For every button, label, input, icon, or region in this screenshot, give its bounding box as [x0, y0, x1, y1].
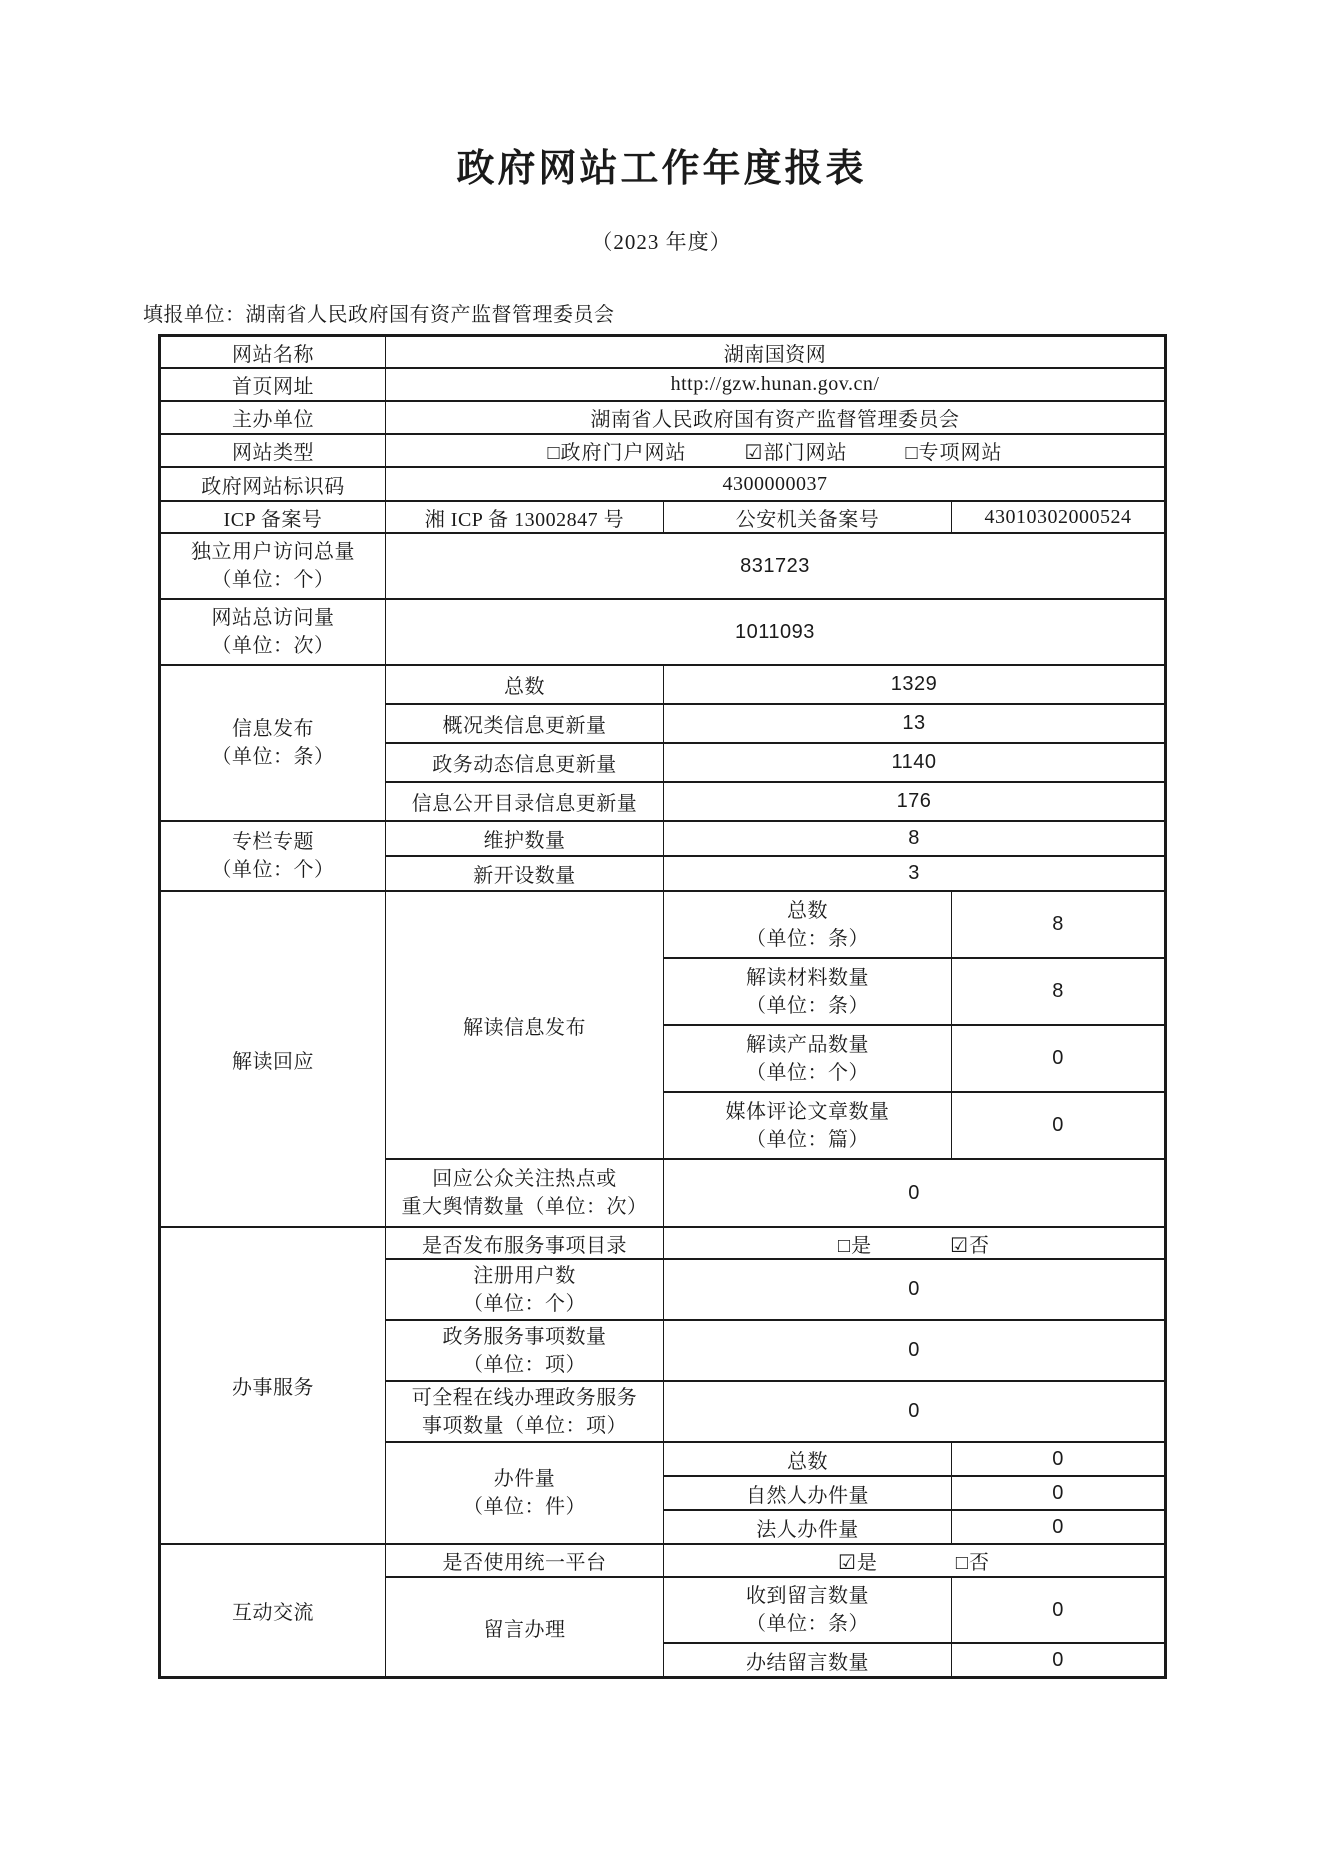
- handled-total-label: 总数: [664, 1442, 952, 1476]
- service-items-value: 0: [664, 1320, 1166, 1381]
- messages-received-value: 0: [952, 1577, 1166, 1643]
- icp-value: 湘 ICP 备 13002847 号: [386, 501, 664, 533]
- info-publish-group: 信息发布 （单位：条）: [160, 665, 386, 821]
- checkbox-option-catalog-yes: □是: [837, 1234, 873, 1257]
- handled-natural-label: 自然人办件量: [664, 1476, 952, 1510]
- info-publish-total-label: 总数: [386, 665, 664, 704]
- hotspot-response-value: 0: [664, 1159, 1166, 1227]
- interpretation-material-label: 解读材料数量 （单位：条）: [664, 958, 952, 1025]
- maintained-count-label: 维护数量: [386, 821, 664, 856]
- interpretation-product-value: 0: [952, 1025, 1166, 1092]
- interpretation-total-value: 8: [952, 891, 1166, 958]
- registered-users-value: 0: [664, 1259, 1166, 1320]
- unique-visitors-label: 独立用户访问总量 （单位：个）: [160, 533, 386, 599]
- registered-users-label: 注册用户数 （单位：个）: [386, 1259, 664, 1320]
- police-record-label: 公安机关备案号: [664, 501, 952, 533]
- unified-platform-label: 是否使用统一平台: [386, 1544, 664, 1577]
- checkbox-option-catalog-no: ☑否: [950, 1234, 991, 1257]
- service-items-label: 政务服务事项数量 （单位：项）: [386, 1320, 664, 1381]
- special-columns-group: 专栏专题 （单位：个）: [160, 821, 386, 891]
- report-table: [158, 334, 1167, 1679]
- checkbox-option-portal: □政府门户网站: [547, 442, 687, 465]
- total-visits-label: 网站总访问量 （单位：次）: [160, 599, 386, 665]
- site-type-label: 网站类型: [160, 434, 386, 467]
- site-name-value: 湖南国资网: [386, 335, 1166, 368]
- home-url-label: 首页网址: [160, 368, 386, 401]
- interpretation-material-value: 8: [952, 958, 1166, 1025]
- checkbox-option-platform-no: □否: [955, 1552, 991, 1575]
- page-title: 政府网站工作年度报表: [456, 148, 867, 190]
- new-columns-label: 新开设数量: [386, 856, 664, 891]
- handled-total-value: 0: [952, 1442, 1166, 1476]
- checkbox-option-platform-yes: ☑是: [837, 1552, 878, 1575]
- media-comment-value: 0: [952, 1092, 1166, 1159]
- unified-platform-options: [664, 1544, 1166, 1577]
- service-catalog-label: 是否发布服务事项目录: [386, 1227, 664, 1259]
- handled-legal-label: 法人办件量: [664, 1510, 952, 1544]
- new-columns-value: 3: [664, 856, 1166, 891]
- handled-natural-value: 0: [952, 1476, 1166, 1510]
- sponsor-label: 主办单位: [160, 401, 386, 434]
- reporting-unit: 填报单位：湖南省人民政府国有资产监督管理委员会: [143, 303, 615, 326]
- checkbox-option-special: □专项网站: [905, 442, 1003, 465]
- interpretation-publish-group: 解读信息发布: [386, 891, 664, 1159]
- info-publish-overview-value: 13: [664, 704, 1166, 743]
- total-visits-value: 1011093: [386, 599, 1166, 665]
- info-publish-total-value: 1329: [664, 665, 1166, 704]
- info-publish-overview-label: 概况类信息更新量: [386, 704, 664, 743]
- unique-visitors-value: 831723: [386, 533, 1166, 599]
- checkbox-option-department: ☑部门网站: [744, 442, 848, 465]
- info-publish-catalog-label: 信息公开目录信息更新量: [386, 782, 664, 821]
- interaction-group: 互动交流: [160, 1544, 386, 1677]
- info-publish-dynamic-value: 1140: [664, 743, 1166, 782]
- media-comment-label: 媒体评论文章数量 （单位：篇）: [664, 1092, 952, 1159]
- handled-group: 办件量 （单位：件）: [386, 1442, 664, 1544]
- page-subtitle: （2023 年度）: [591, 229, 732, 254]
- maintained-count-value: 8: [664, 821, 1166, 856]
- services-group: 办事服务: [160, 1227, 386, 1544]
- info-publish-dynamic-label: 政务动态信息更新量: [386, 743, 664, 782]
- police-record-value: 43010302000524: [952, 501, 1166, 533]
- interpretation-total-label: 总数 （单位：条）: [664, 891, 952, 958]
- online-items-value: 0: [664, 1381, 1166, 1442]
- hotspot-response-label: 回应公众关注热点或 重大舆情数量（单位：次）: [386, 1159, 664, 1227]
- home-url-value: http://gzw.hunan.gov.cn/: [386, 368, 1166, 401]
- service-catalog-options: [664, 1227, 1166, 1259]
- interpretation-group: 解读回应: [160, 891, 386, 1227]
- online-items-label: 可全程在线办理政务服务 事项数量（单位：项）: [386, 1381, 664, 1442]
- interpretation-product-label: 解读产品数量 （单位：个）: [664, 1025, 952, 1092]
- handled-legal-value: 0: [952, 1510, 1166, 1544]
- site-code-value: 4300000037: [386, 467, 1166, 501]
- info-publish-catalog-value: 176: [664, 782, 1166, 821]
- site-code-label: 政府网站标识码: [160, 467, 386, 501]
- icp-label: ICP 备案号: [160, 501, 386, 533]
- messages-completed-label: 办结留言数量: [664, 1643, 952, 1677]
- messages-received-label: 收到留言数量 （单位：条）: [664, 1577, 952, 1643]
- site-name-label: 网站名称: [160, 335, 386, 368]
- sponsor-value: 湖南省人民政府国有资产监督管理委员会: [386, 401, 1166, 434]
- site-type-options: [386, 434, 1166, 467]
- messages-completed-value: 0: [952, 1643, 1166, 1677]
- messages-group: 留言办理: [386, 1577, 664, 1677]
